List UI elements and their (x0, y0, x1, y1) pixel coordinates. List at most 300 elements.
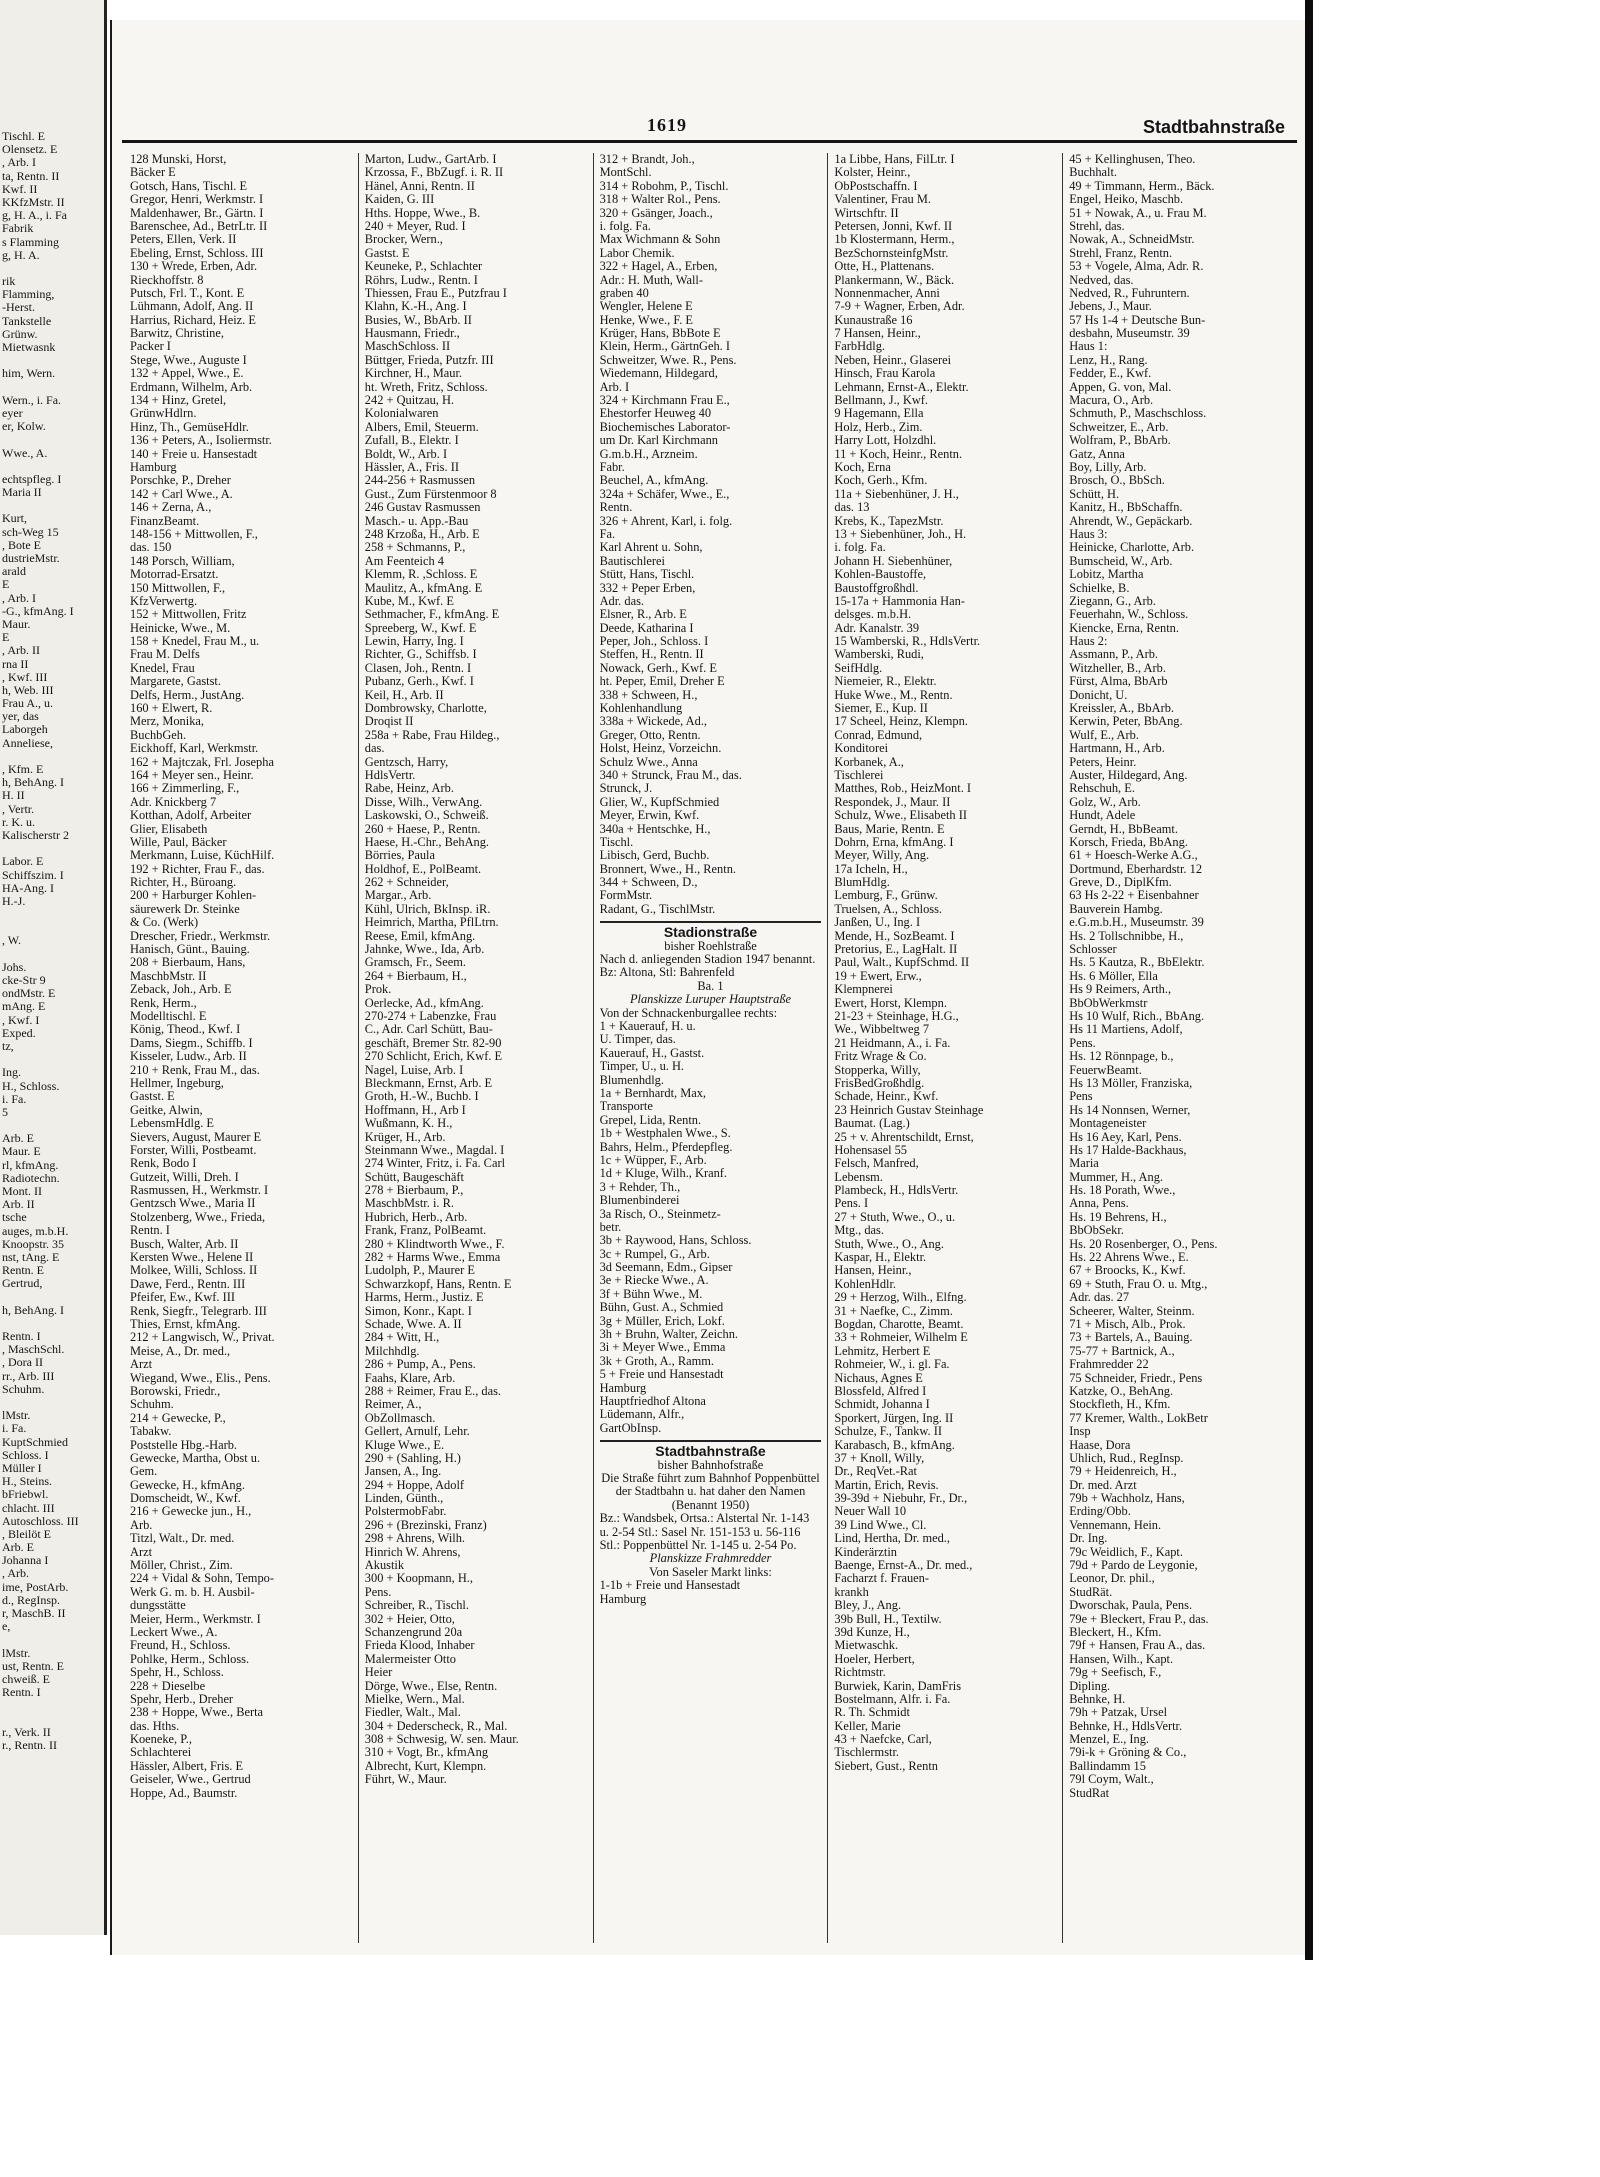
directory-entry: PolstermobFabr. (364, 1505, 447, 1519)
directory-entry: Krüger, H., Arb. (364, 1130, 446, 1144)
directory-entry: Bronnert, Wwe., H., Rentn. (599, 862, 736, 876)
directory-entry: Feuerhahn, W., Schloss. (1069, 608, 1189, 622)
directory-entry: Schmidt, Johanna I (834, 1398, 930, 1412)
directory-entry: Thiessen, Frau E., Putzfrau I (364, 286, 507, 300)
directory-entry: Drescher, Friedr., Werkmstr. (130, 929, 271, 943)
directory-entry: Stockfleth, H., Kfm. (1069, 1398, 1171, 1412)
header-rule (122, 140, 1297, 143)
directory-entry: Faahs, Klare, Arb. (364, 1371, 456, 1385)
margin-fragment (2, 381, 104, 394)
directory-entry: 258 + Schmanns, P., (364, 541, 466, 555)
directory-entry: 21 Heidmann, A., i. Fa. (834, 1036, 951, 1050)
directory-entry: Hohensasel 55 (834, 1143, 907, 1157)
directory-entry: Haus 1: (1069, 340, 1108, 354)
directory-entry: 228 + Dieselbe (130, 1679, 206, 1693)
directory-entry: R. Th. Schmidt (834, 1706, 910, 1720)
directory-entry: Facharzt f. Frauen- (834, 1572, 929, 1586)
directory-entry: Koch, Gerh., Kfm. (834, 474, 928, 488)
directory-entry: 148 Porsch, William, (130, 554, 235, 568)
directory-entry: Börries, Paula (364, 849, 435, 863)
directory-entry: 314 + Robohm, P., Tischl. (599, 179, 729, 193)
directory-entry: Biochemisches Laborator- (599, 420, 731, 434)
directory-entry: Zufall, B., Elektr. I (364, 434, 459, 448)
directory-entry: 224 + Vidal & Sohn, Tempo- (130, 1572, 274, 1586)
directory-entry: Leckert Wwe., A. (130, 1625, 218, 1639)
directory-entry: Mietwaschk. (834, 1639, 899, 1653)
directory-entry: 162 + Majtczak, Frl. Josepha (130, 755, 274, 769)
column-4 (828, 153, 1063, 1943)
directory-entry: Richter, G., Schiffsb. I (364, 648, 477, 662)
directory-entry: Boy, Lilly, Arb. (1069, 460, 1147, 474)
directory-entry: Schreiber, R., Tischl. (364, 1599, 469, 1613)
directory-entry: StudRat (1069, 1786, 1110, 1800)
directory-entry: 17a Icheln, H., (834, 862, 908, 876)
directory-entry: Gellert, Arnulf, Lehr. (364, 1425, 470, 1439)
directory-entry: 3c + Rumpel, G., Arb. (599, 1247, 710, 1261)
directory-entry: Labor Chemik. (599, 246, 675, 260)
margin-fragment (2, 1053, 104, 1066)
directory-entry: Schütt, H. (1069, 487, 1120, 501)
directory-entry: Wulf, E., Arb. (1069, 728, 1139, 742)
directory-entry: Kühl, Ulrich, BkInsp. iR. (364, 902, 491, 916)
directory-entry: Vennemann, Hein. (1069, 1518, 1162, 1532)
directory-entry: Haus 2: (1069, 635, 1108, 649)
directory-entry: 79g + Seefisch, F., (1069, 1666, 1162, 1680)
directory-entry: um Dr. Karl Kirchmann (599, 434, 718, 448)
directory-entry: Kaiden, G. III (364, 193, 435, 207)
directory-entry: Appen, G. von, Mal. (1069, 380, 1172, 394)
directory-entry: Werk G. m. b. H. Ausbil- (130, 1585, 255, 1599)
columns (124, 153, 1297, 1943)
margin-fragment: 5 (2, 1105, 8, 1119)
directory-entry: Pretorius, E., LagHalt. II (834, 943, 958, 957)
margin-fragment: Fabrik (2, 222, 34, 236)
margin-fragment: , MaschSchl. (2, 1343, 65, 1357)
directory-entry: Blumenhdlg. (599, 1073, 664, 1087)
directory-entry: Packer I (130, 340, 171, 354)
margin-fragment: , Kwf. III (2, 670, 48, 684)
left-margin-text (0, 0, 104, 1752)
margin-fragment: Rentn. I (2, 1686, 41, 1700)
directory-entry: BbObSekr. (1069, 1224, 1124, 1238)
directory-entry: 238 + Hoppe, Wwe., Berta (130, 1706, 264, 1720)
directory-entry: Baustoffgroßhdl. (834, 581, 919, 595)
margin-fragment: , Kwf. I (2, 1013, 40, 1027)
directory-entry: Bleckert, H., Kfm. (1069, 1625, 1162, 1639)
directory-entry: 308 + Schwesig, W. sen. Maur. (364, 1733, 519, 1747)
directory-entry: Insp (1069, 1425, 1091, 1439)
directory-entry: Harry Lott, Holzdhl. (834, 434, 937, 448)
directory-entry: Deede, Katharina I (599, 621, 694, 635)
margin-fragment: Johs. (2, 960, 27, 974)
directory-entry: Dr., ReqVet.-Rat (834, 1465, 917, 1479)
directory-entry: 1b Klostermann, Herm., (834, 233, 955, 247)
directory-entry: 3d Seemann, Edm., Gipser (599, 1261, 733, 1275)
directory-entry: Jahnke, Wwe., Ida, Arb. (364, 943, 485, 957)
directory-entry: 3f + Bühn Wwe., M. (599, 1287, 703, 1301)
directory-entry: 242 + Quitzau, H. (364, 394, 455, 408)
margin-fragment: i. Fa. (2, 1422, 27, 1436)
directory-entry: Knedel, Frau (130, 661, 195, 675)
directory-entry: Menzel, E., Ing. (1069, 1733, 1150, 1747)
directory-entry: 15 Wamberski, R., HdlsVertr. (834, 635, 981, 649)
directory-entry: 132 + Appel, Wwe., E. (130, 367, 244, 381)
directory-entry: 3 + Rehder, Th., (599, 1180, 681, 1194)
directory-entry: das. 150 (130, 541, 172, 555)
margin-fragment: d., RegInsp. (2, 1593, 60, 1607)
directory-entry: Hausmann, Friedr., (364, 327, 460, 341)
margin-fragment: HA-Ang. I (2, 881, 54, 895)
directory-entry: Arzt (130, 1358, 153, 1372)
page-number: 1619 (647, 115, 687, 135)
directory-entry: 1a Libbe, Hans, FilLtr. I (834, 153, 955, 166)
margin-fragment: Schiffszim. I (2, 868, 64, 882)
directory-entry: Klemm, R. ,Schloss. E (364, 568, 478, 582)
directory-entry: Boldt, W., Arb. I (364, 447, 448, 461)
directory-entry: Schade, Heinr., Kwf. (834, 1090, 939, 1104)
directory-entry: FrisBedGroßhdlg. (834, 1076, 925, 1090)
directory-entry: Libisch, Gerd, Buchb. (599, 849, 710, 863)
directory-entry: Margarete, Gastst. (130, 675, 221, 689)
directory-entry: 146 + Zerna, A., (130, 501, 212, 515)
directory-entry: Pens (1069, 1090, 1093, 1104)
directory-entry: Hs 10 Wulf, Rich., BbAng. (1069, 1010, 1205, 1023)
directory-entry: Hamburg (599, 1381, 647, 1395)
directory-entry: 338 + Schween, H., (599, 688, 698, 702)
directory-entry: KohlenHdlr. (834, 1277, 896, 1291)
margin-fragment: s Flamming (2, 235, 60, 249)
directory-entry: Henke, Wwe., F. E (599, 313, 694, 327)
directory-entry: 75 Schneider, Friedr., Pens (1069, 1371, 1203, 1385)
directory-entry: 39 Lind Wwe., Cl. (834, 1518, 927, 1532)
page-header (112, 95, 1307, 135)
directory-entry: 79l Coym, Walt., (1069, 1773, 1154, 1787)
directory-entry: 11 + Koch, Heinr., Rentn. (834, 447, 963, 461)
directory-entry: 79h + Patzak, Ursel (1069, 1706, 1168, 1720)
directory-entry: 1a + Bernhardt, Max, (599, 1087, 707, 1100)
directory-entry: Pens. (364, 1585, 392, 1599)
directory-entry: Rentn. (599, 501, 633, 515)
directory-entry: Leonor, Dr. phil., (1069, 1572, 1155, 1586)
directory-entry: Nowack, Gerh., Kwf. E (599, 661, 717, 675)
directory-entry: Forster, Willi, Postbeamt. (130, 1143, 257, 1157)
directory-entry: Felsch, Manfred, (834, 1157, 919, 1171)
directory-entry: Am Feenteich 4 (364, 554, 444, 568)
directory-entry: Mende, H., SozBeamt. I (834, 929, 955, 943)
directory-entry: Donicht, U. (1069, 688, 1128, 702)
margin-fragment: e, (2, 1620, 11, 1634)
margin-fragment: H. II (2, 789, 25, 803)
directory-entry: 73 + Bartels, A., Bauing. (1069, 1331, 1193, 1345)
directory-entry: Kohlenhandlung (599, 702, 683, 716)
margin-fragment: Anneliese, (2, 736, 53, 750)
direction-note: Von der Schnackenburgallee rechts: (599, 1006, 778, 1020)
directory-entry: Assmann, P., Arb. (1069, 648, 1158, 662)
directory-entry: 79 + Heidenreich, H., (1069, 1465, 1177, 1479)
directory-entry: Hs. 6 Möller, Ella (1069, 969, 1158, 983)
directory-entry: Hs. 12 Rönnpage, b., (1069, 1050, 1174, 1064)
directory-entry: Korsch, Frieda, BbAng. (1069, 835, 1188, 849)
directory-entry: Reese, Emil, kfmAng. (364, 929, 476, 943)
directory-entry: 290 + (Sahling, H.) (364, 1451, 461, 1465)
directory-entry: Gramsch, Fr., Seem. (364, 956, 466, 970)
directory-entry: Peters, Heinr. (1069, 755, 1137, 769)
directory-entry: Meier, Herm., Werkmstr. I (130, 1612, 261, 1626)
directory-entry: Lehmann, Ernst-A., Elektr. (834, 380, 969, 394)
directory-entry: Hansen, Heinr., (834, 1264, 912, 1278)
directory-entry: 39d Kunze, H., (834, 1625, 910, 1639)
directory-entry: Peper, Joh., Schloss. I (599, 635, 709, 649)
directory-entry: Respondek, J., Maur. II (834, 795, 951, 809)
directory-entry: Adr. das. (599, 594, 644, 608)
directory-entry: Wolfram, P., BbArb. (1069, 434, 1171, 448)
directory-entry: FormMstr. (599, 889, 653, 903)
directory-entry: Meise, A., Dr. med., (130, 1344, 231, 1358)
directory-entry: 57 Hs 1-4 + Deutsche Bun- (1069, 313, 1206, 327)
margin-fragment: , Dora II (2, 1356, 43, 1370)
directory-entry: 164 + Meyer sen., Heinr. (130, 768, 254, 782)
margin-fragment: mAng. E (2, 1000, 46, 1014)
directory-entry: 3h + Bruhn, Walter, Zeichn. (599, 1328, 739, 1342)
directory-entry: Bumscheid, W., Arb. (1069, 554, 1173, 568)
directory-entry: 140 + Freie u. Hansestadt (130, 447, 258, 461)
plan-sketch: Planskizze Frahmredder (649, 1552, 772, 1566)
directory-entry: Hs. 19 Behrens, H., (1069, 1210, 1167, 1224)
directory-entry: BlumHdlg. (834, 876, 890, 890)
district-info: Bz.: Wandsbek, Ortsa.: Alstertal Nr. 1-143 u. 2-54 Stl.: Sasel Nr. 151-153 u. 56-116 Stl.: Poppenbüttel Nr. 1-145 u. 2-54 Po. (599, 1512, 810, 1552)
directory-entry: Keil, H., Arb. II (364, 688, 444, 702)
directory-entry: Kanitz, H., BbSchaffn. (1069, 501, 1183, 515)
directory-entry: 332 + Peper Erben, (599, 581, 696, 595)
directory-entry: Reimer, A., (364, 1398, 422, 1412)
directory-entry: Harms, Herm., Justiz. E (364, 1291, 484, 1305)
margin-fragment (2, 1119, 104, 1132)
margin-fragment: Wern., i. Fa. (2, 393, 62, 407)
directory-entry: Korbanek, A., (834, 755, 904, 769)
directory-entry: Johann H. Siebenhüner, (834, 554, 953, 568)
directory-entry: Klempnerei (834, 983, 893, 997)
directory-entry: Timper, U., u. H. (599, 1060, 685, 1074)
directory-entry: Lühmann, Adolf, Ang. II (130, 300, 254, 314)
directory-entry: 3i + Meyer Wwe., Emma (599, 1341, 726, 1355)
directory-entry: Eickhoff, Karl, Werkmstr. (130, 742, 259, 756)
directory-entry: Frahmredder 22 (1069, 1358, 1149, 1372)
directory-entry: Barwitz, Christine, (130, 327, 224, 341)
directory-entry: Oerlecke, Ad., kfmAng. (364, 996, 484, 1010)
margin-fragment (2, 750, 104, 763)
directory-entry: Schlosser (1069, 943, 1117, 957)
directory-entry: 79e + Bleckert, Frau P., das. (1069, 1612, 1209, 1626)
directory-entry: StudRät. (1069, 1585, 1113, 1599)
directory-entry: Elsner, R., Arb. E (599, 608, 687, 622)
directory-entry: Dörge, Wwe., Else, Rentn. (364, 1679, 498, 1693)
directory-entry: das. (364, 742, 385, 756)
directory-entry: Hs 9 Reimers, Arth., (1069, 983, 1172, 997)
directory-entry: desbahn, Museumstr. 39 (1069, 327, 1190, 341)
margin-fragment: Radiotechn. (2, 1171, 60, 1185)
margin-fragment: Müller I (2, 1461, 42, 1475)
margin-fragment: er, Kolw. (2, 420, 46, 434)
directory-entry: Lenz, H., Rang. (1069, 353, 1148, 367)
directory-entry: Bautischlerei (599, 554, 665, 568)
directory-entry: SeifHdlg. (834, 661, 883, 675)
directory-entry: Sporkert, Jürgen, Ing. II (834, 1411, 954, 1425)
directory-entry: LebensmHdlg. E (130, 1117, 214, 1131)
directory-entry: 288 + Reimer, Frau E., das. (364, 1384, 502, 1398)
margin-fragment: eyer (2, 406, 23, 420)
directory-entry: Adr. Kanalstr. 39 (834, 621, 920, 635)
directory-entry: Beuchel, A., kfmAng. (599, 474, 709, 488)
directory-entry: Grepel, Lida, Rentn. (599, 1113, 702, 1127)
directory-entry: FarbHdlg. (834, 340, 885, 354)
directory-entry: Haese, H.-Chr., BehAng. (364, 835, 490, 849)
directory-entry: Brosch, O., BbSch. (1069, 474, 1165, 488)
directory-entry: Meyer, Erwin, Kwf. (599, 809, 700, 823)
directory-entry: Peters, Ellen, Verk. II (130, 233, 237, 247)
directory-entry: 294 + Hoppe, Adolf (364, 1478, 465, 1492)
directory-entry: 200 + Harburger Kohlen- (130, 889, 257, 903)
directory-entry: 216 + Gewecke jun., H., (130, 1505, 252, 1519)
margin-fragment: , Arb. I (2, 156, 36, 170)
directory-entry: FinanzBeamt. (130, 514, 200, 528)
directory-entry: Mummer, H., Ang. (1069, 1170, 1163, 1184)
directory-entry: 304 + Dederscheck, R., Mal. (364, 1719, 508, 1733)
directory-entry: dungsstätte (130, 1599, 186, 1613)
directory-entry: Lebensm. (834, 1170, 883, 1184)
directory-entry: 79b + Wachholz, Hans, (1069, 1492, 1185, 1506)
directory-entry: Petersen, Jonni, Kwf. II (834, 219, 953, 233)
margin-fragment (2, 921, 104, 934)
margin-fragment: Maria II (2, 486, 42, 500)
directory-entry: KfzVerwertg. (130, 594, 198, 608)
directory-entry: Otte, H., Plattenans. (834, 260, 935, 274)
directory-entry: Baumat. (Lag.) (834, 1117, 910, 1131)
directory-entry: 130 + Wrede, Erben, Adr. (130, 260, 258, 274)
directory-entry: Anna, Pens. (1069, 1197, 1129, 1211)
directory-entry: Borowski, Friedr., (130, 1384, 221, 1398)
margin-fragment: Frau A., u. (2, 697, 53, 711)
directory-entry: Siebert, Gust., Rentn (834, 1759, 938, 1773)
directory-entry: Hubrich, Herb., Arb. (364, 1210, 468, 1224)
directory-entry: Geiseler, Wwe., Gertrud (130, 1773, 251, 1787)
margin-fragment: Arb. E (2, 1541, 34, 1555)
directory-entry: MaschSchloss. II (364, 340, 451, 354)
directory-entry: Ahrendt, W., Gepäckarb. (1069, 514, 1193, 528)
directory-entry: Plankermann, W., Bäck. (834, 273, 955, 287)
directory-entry: U. Timper, das. (599, 1033, 676, 1047)
directory-entry: 278 + Bierbaum, P., (364, 1184, 464, 1198)
directory-entry: 7-9 + Wagner, Erben, Adr. (834, 300, 965, 314)
directory-entry: Hoffmann, H., Arb I (364, 1103, 466, 1117)
directory-entry: Behnke, H., HdlsVertr. (1069, 1719, 1183, 1733)
margin-fragment (2, 1396, 104, 1409)
entries (130, 153, 352, 1800)
directory-entry: Krebs, K., TapezMstr. (834, 514, 944, 528)
directory-entry: Martin, Erich, Revis. (834, 1478, 939, 1492)
margin-fragment (2, 908, 104, 921)
directory-entry: MontSchl. (599, 166, 652, 180)
directory-entry: Schweitzer, E., Arb. (1069, 420, 1169, 434)
margin-fragment: E (2, 578, 10, 592)
directory-entry: Jebens, J., Maur. (1069, 300, 1152, 314)
directory-entry: Rohmeier, W., i. gl. Fa. (834, 1358, 950, 1372)
directory-entry: Valentiner, Frau M. (834, 193, 931, 207)
margin-fragment: H., Steins. (2, 1475, 53, 1489)
directory-entry: 43 + Naefcke, Carl, (834, 1733, 932, 1747)
directory-entry: 67 + Broocks, K., Kwf. (1069, 1264, 1186, 1278)
directory-entry: Bogdan, Charotte, Beamt. (834, 1317, 964, 1331)
directory-entry: Heier (364, 1666, 393, 1680)
directory-entry: Disse, Wilh., VerwAng. (364, 795, 483, 809)
directory-entry: Fa. (599, 527, 616, 541)
directory-entry: 324 + Kirchmann Frau E., (599, 394, 730, 408)
directory-entry: Busch, Walter, Arb. II (130, 1237, 239, 1251)
margin-fragment: sch-Weg 15 (2, 525, 59, 539)
directory-entry: Holz, Herb., Zim. (834, 420, 923, 434)
directory-entry: Droqist II (364, 715, 414, 729)
margin-fragment: yer, das (2, 710, 39, 724)
directory-entry: BbObWerkmstr (1069, 996, 1148, 1010)
margin-fragment (2, 1291, 104, 1304)
directory-entry: BezSchornsteinfgMstr. (834, 246, 949, 260)
directory-entry: Schlachterei (130, 1746, 192, 1760)
directory-entry: 3k + Groth, A., Ramm. (599, 1354, 714, 1368)
directory-entry: Dams, Siegm., Schiffb. I (130, 1036, 253, 1050)
margin-fragment: Mont. II (2, 1185, 42, 1198)
directory-entry: 248 Krzoßa, H., Arb. E (364, 527, 480, 541)
directory-entry: Pens. (1069, 1036, 1096, 1050)
directory-entry: 136 + Peters, A., Isoliermstr. (130, 434, 272, 448)
stadtbahnstrasse-section (600, 1435, 822, 1606)
directory-entry: Büttger, Frieda, Putzfr. III (364, 353, 494, 367)
margin-fragment: dustrieMstr. (2, 552, 60, 565)
directory-entry: 300 + Koopmann, H., (364, 1572, 473, 1586)
directory-entry: Dortmund, Eberhardstr. 12 (1069, 862, 1203, 876)
directory-entry: 23 Heinrich Gustav Steinhage (834, 1103, 984, 1117)
directory-entry: Kaspar, H., Elektr. (834, 1251, 927, 1265)
directory-entry: Hauptfriedhof Altona (599, 1394, 706, 1408)
directory-entry: 270 Schlicht, Erich, Kwf. E (364, 1050, 503, 1064)
directory-entry: Strunck, J. (599, 782, 653, 796)
directory-entry: 212 + Langwisch, W., Privat. (130, 1331, 275, 1345)
directory-entry: 208 + Bierbaum, Hans, (130, 956, 246, 970)
directory-entry: Kreissler, A., BbArb. (1069, 702, 1174, 716)
directory-entry: Brocker, Wern., (364, 233, 443, 247)
directory-entry: BuchbGeh. (130, 728, 187, 742)
directory-entry: das. 13 (834, 501, 870, 515)
directory-entry: We., Wibbeltweg 7 (834, 1023, 930, 1037)
post-office: Ba. 1 (697, 979, 724, 993)
directory-entry: Schweitzer, Wwe. R., Pens. (599, 353, 737, 367)
directory-entry: Schielke, B. (1069, 581, 1130, 595)
directory-entry: Dombrowsky, Charlotte, (364, 702, 487, 716)
directory-entry: Bleckmann, Ernst, Arb. E (364, 1076, 493, 1090)
directory-entry: 71 + Misch, Alb., Prok. (1069, 1317, 1186, 1331)
margin-fragment: Maur. E (2, 1145, 41, 1159)
directory-entry: Linden, Günth., (364, 1492, 444, 1506)
directory-entry: 192 + Richter, Frau F., das. (130, 862, 265, 876)
naming-note: Die Straße führt zum Bahnhof Poppenbüttel der Stadtbahn u. hat daher den Namen (Benannt 1950) (601, 1471, 820, 1512)
margin-fragment: rna II (2, 657, 29, 671)
directory-entry: Hths. Hoppe, Wwe., B. (364, 206, 481, 220)
stadionstrasse-section (600, 916, 822, 1435)
directory-entry: Kauerauf, H., Gastst. (599, 1046, 705, 1060)
directory-entry: Hoeler, Herbert, (834, 1652, 915, 1666)
margin-fragment: chweiß. E (2, 1672, 50, 1686)
directory-entry: Schütt, Baugeschäft (364, 1170, 464, 1184)
directory-entry: Stolzenberg, Wwe., Frieda, (130, 1210, 266, 1224)
margin-fragment: Tischl. E (2, 130, 45, 143)
